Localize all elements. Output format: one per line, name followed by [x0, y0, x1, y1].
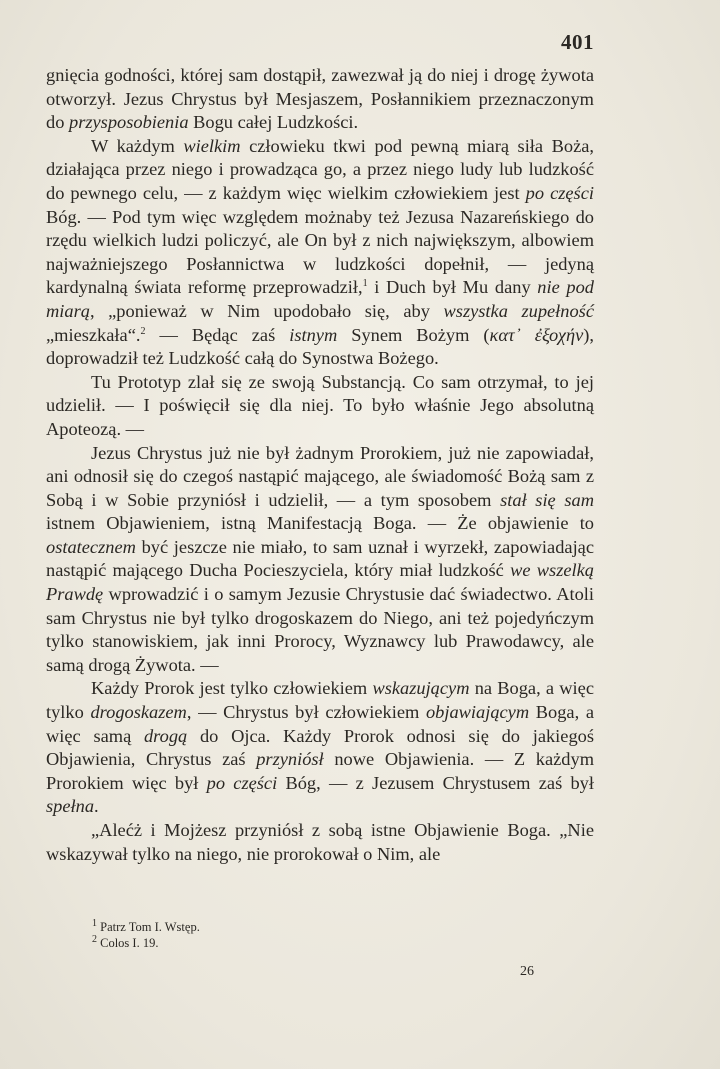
emphasis: drogoskazem — [90, 702, 187, 723]
paragraph — [46, 135, 594, 371]
text-run: — Będąc zaś — [145, 324, 290, 345]
footnote-text: Colos I. 19. — [97, 936, 159, 950]
emphasis: przysposobienia — [69, 112, 189, 133]
text-run: , — Chrystus był człowiekiem — [186, 702, 426, 723]
footnote-ref: 2 — [140, 325, 146, 337]
emphasis: objawiającym — [425, 702, 530, 723]
text-run: Synem Bożym ( — [337, 324, 490, 345]
paragraph — [46, 442, 594, 678]
text-run: Każdy Prorok jest tylko człowiekiem — [91, 678, 373, 699]
text-run: Bóg. — Pod tym więc względem możnaby też Jezusa Nazareńskiego do rzędu wielkich ludzi policzyć, ale On był z nich największym, albowiem najważniejszego Posłannictwa w ludzkości dopełnił, — jedyną kardynalną świata reformę przeprowadził, — [46, 206, 594, 298]
text-run: człowieku tkwi pod pewną miarą siła Boża, działająca przez niego i prowadząca go, a przez niego ludy lub ludzkość do pewnego celu, — z każdym więc wielkim człowiekiem jest — [46, 135, 595, 203]
text-run: Tu Prototyp zlał się ze swoją Substancją. Co sam otrzymał, to jej udzielił. — I poświęcił się dla niej. To było właśnie Jego absolutną Apoteozą. — — [46, 371, 594, 439]
text-run: Bogu całej Ludzkości. — [188, 112, 359, 133]
text-run: W każdym — [91, 135, 184, 156]
printer-signature: 26 — [520, 964, 534, 979]
body-text — [46, 64, 594, 866]
footnote-text: Patrz Tom I. Wstęp. — [97, 920, 200, 934]
footnote — [92, 935, 572, 951]
emphasis: po części — [525, 182, 594, 203]
text-run: i Duch był Mu dany — [367, 277, 538, 298]
emphasis: nie pod miarą — [46, 277, 595, 321]
text-run: być jeszcze nie miało, to sam uznał i wyrzekł, zapowiadając nastąpić mającego Ducha Pocieszyciela, który miał ludzkość — [46, 536, 594, 581]
footnotes — [92, 919, 572, 951]
emphasis: przyniósł — [256, 749, 324, 770]
emphasis: spełna — [46, 796, 95, 817]
footnote-number: 2 — [92, 933, 97, 945]
emphasis: drogą — [143, 725, 188, 746]
text-run: na Boga, a więc tylko — [46, 678, 594, 723]
page-number: 401 — [561, 30, 594, 54]
emphasis: stał się sam — [500, 489, 594, 510]
text-run: do Ojca. Każdy Prorok odnosi się do jakiegoś Objawienia, Chrystus zaś — [46, 725, 594, 770]
text-run: Bóg, — z Jezusem Chrystusem zaś był — [277, 772, 594, 793]
emphasis: we wszelką Prawdę — [46, 560, 594, 605]
text-run: wprowadzić i o samym Jezusie Chrystusie dać świadectwo. Atoli sam Chrystus nie był tylko drogoskazem do Niego, ani też pojedyńczym tylko stanowiskiem, jak inni Prorocy, Wyznawcy lub Prawodawcy, ale samą drogą Żywota. — — [46, 584, 594, 675]
text-run: Jezus Chrystus już nie był żadnym Prorokiem, już nie zapowiadał, ani odnosił się do czegoś nastąpić mającego, ale świadomość Bożą sam z Sobą i w Sobie przyniósł i udzielił, — a tym sposobem — [46, 442, 594, 510]
text-run: istnem Objawieniem, istną Manifestacją Boga. — Że objawienie to — [46, 513, 594, 534]
text-run: „mieszkała“. — [46, 324, 141, 345]
text-run: gnięcia godności, której sam dostąpił, zawezwał ją do niej i drogę żywota otworzył. Jezus Chrystus był Mesjaszem, Posłannikiem przeznaczonym do — [46, 65, 594, 133]
paragraph — [46, 64, 594, 135]
footnote-number: 1 — [92, 917, 97, 929]
emphasis: istnym — [289, 324, 338, 345]
emphasis: κατ᾽ ἐξοχήν — [489, 324, 584, 345]
paragraph — [46, 677, 594, 819]
text-run: Boga, a więc samą — [46, 702, 595, 746]
emphasis: wielkim — [183, 135, 241, 156]
footnote — [92, 919, 572, 935]
emphasis: ostatecznem — [46, 536, 136, 557]
text-run: ), doprowadził też Ludzkość całą do Synostwa Bożego. — [46, 324, 594, 369]
footnote-ref: 1 — [362, 278, 368, 290]
emphasis: po części — [206, 772, 278, 793]
text-run: . — [94, 796, 99, 817]
text-run: „Alećż i Mojżesz przyniósł z sobą istne Objawienie Boga. „Nie wskazywał tylko na niego, nie prorokował o Nim, ale — [46, 820, 594, 864]
text-run: nowe Objawienia. — Z każdym Prorokiem więc był — [46, 749, 594, 793]
paragraph — [46, 371, 594, 442]
text-run: , „ponieważ w Nim upodobało się, aby — [89, 300, 444, 321]
emphasis: wszystka zupełność — [443, 300, 595, 321]
paragraph — [46, 819, 594, 866]
emphasis: wskazującym — [372, 678, 470, 699]
